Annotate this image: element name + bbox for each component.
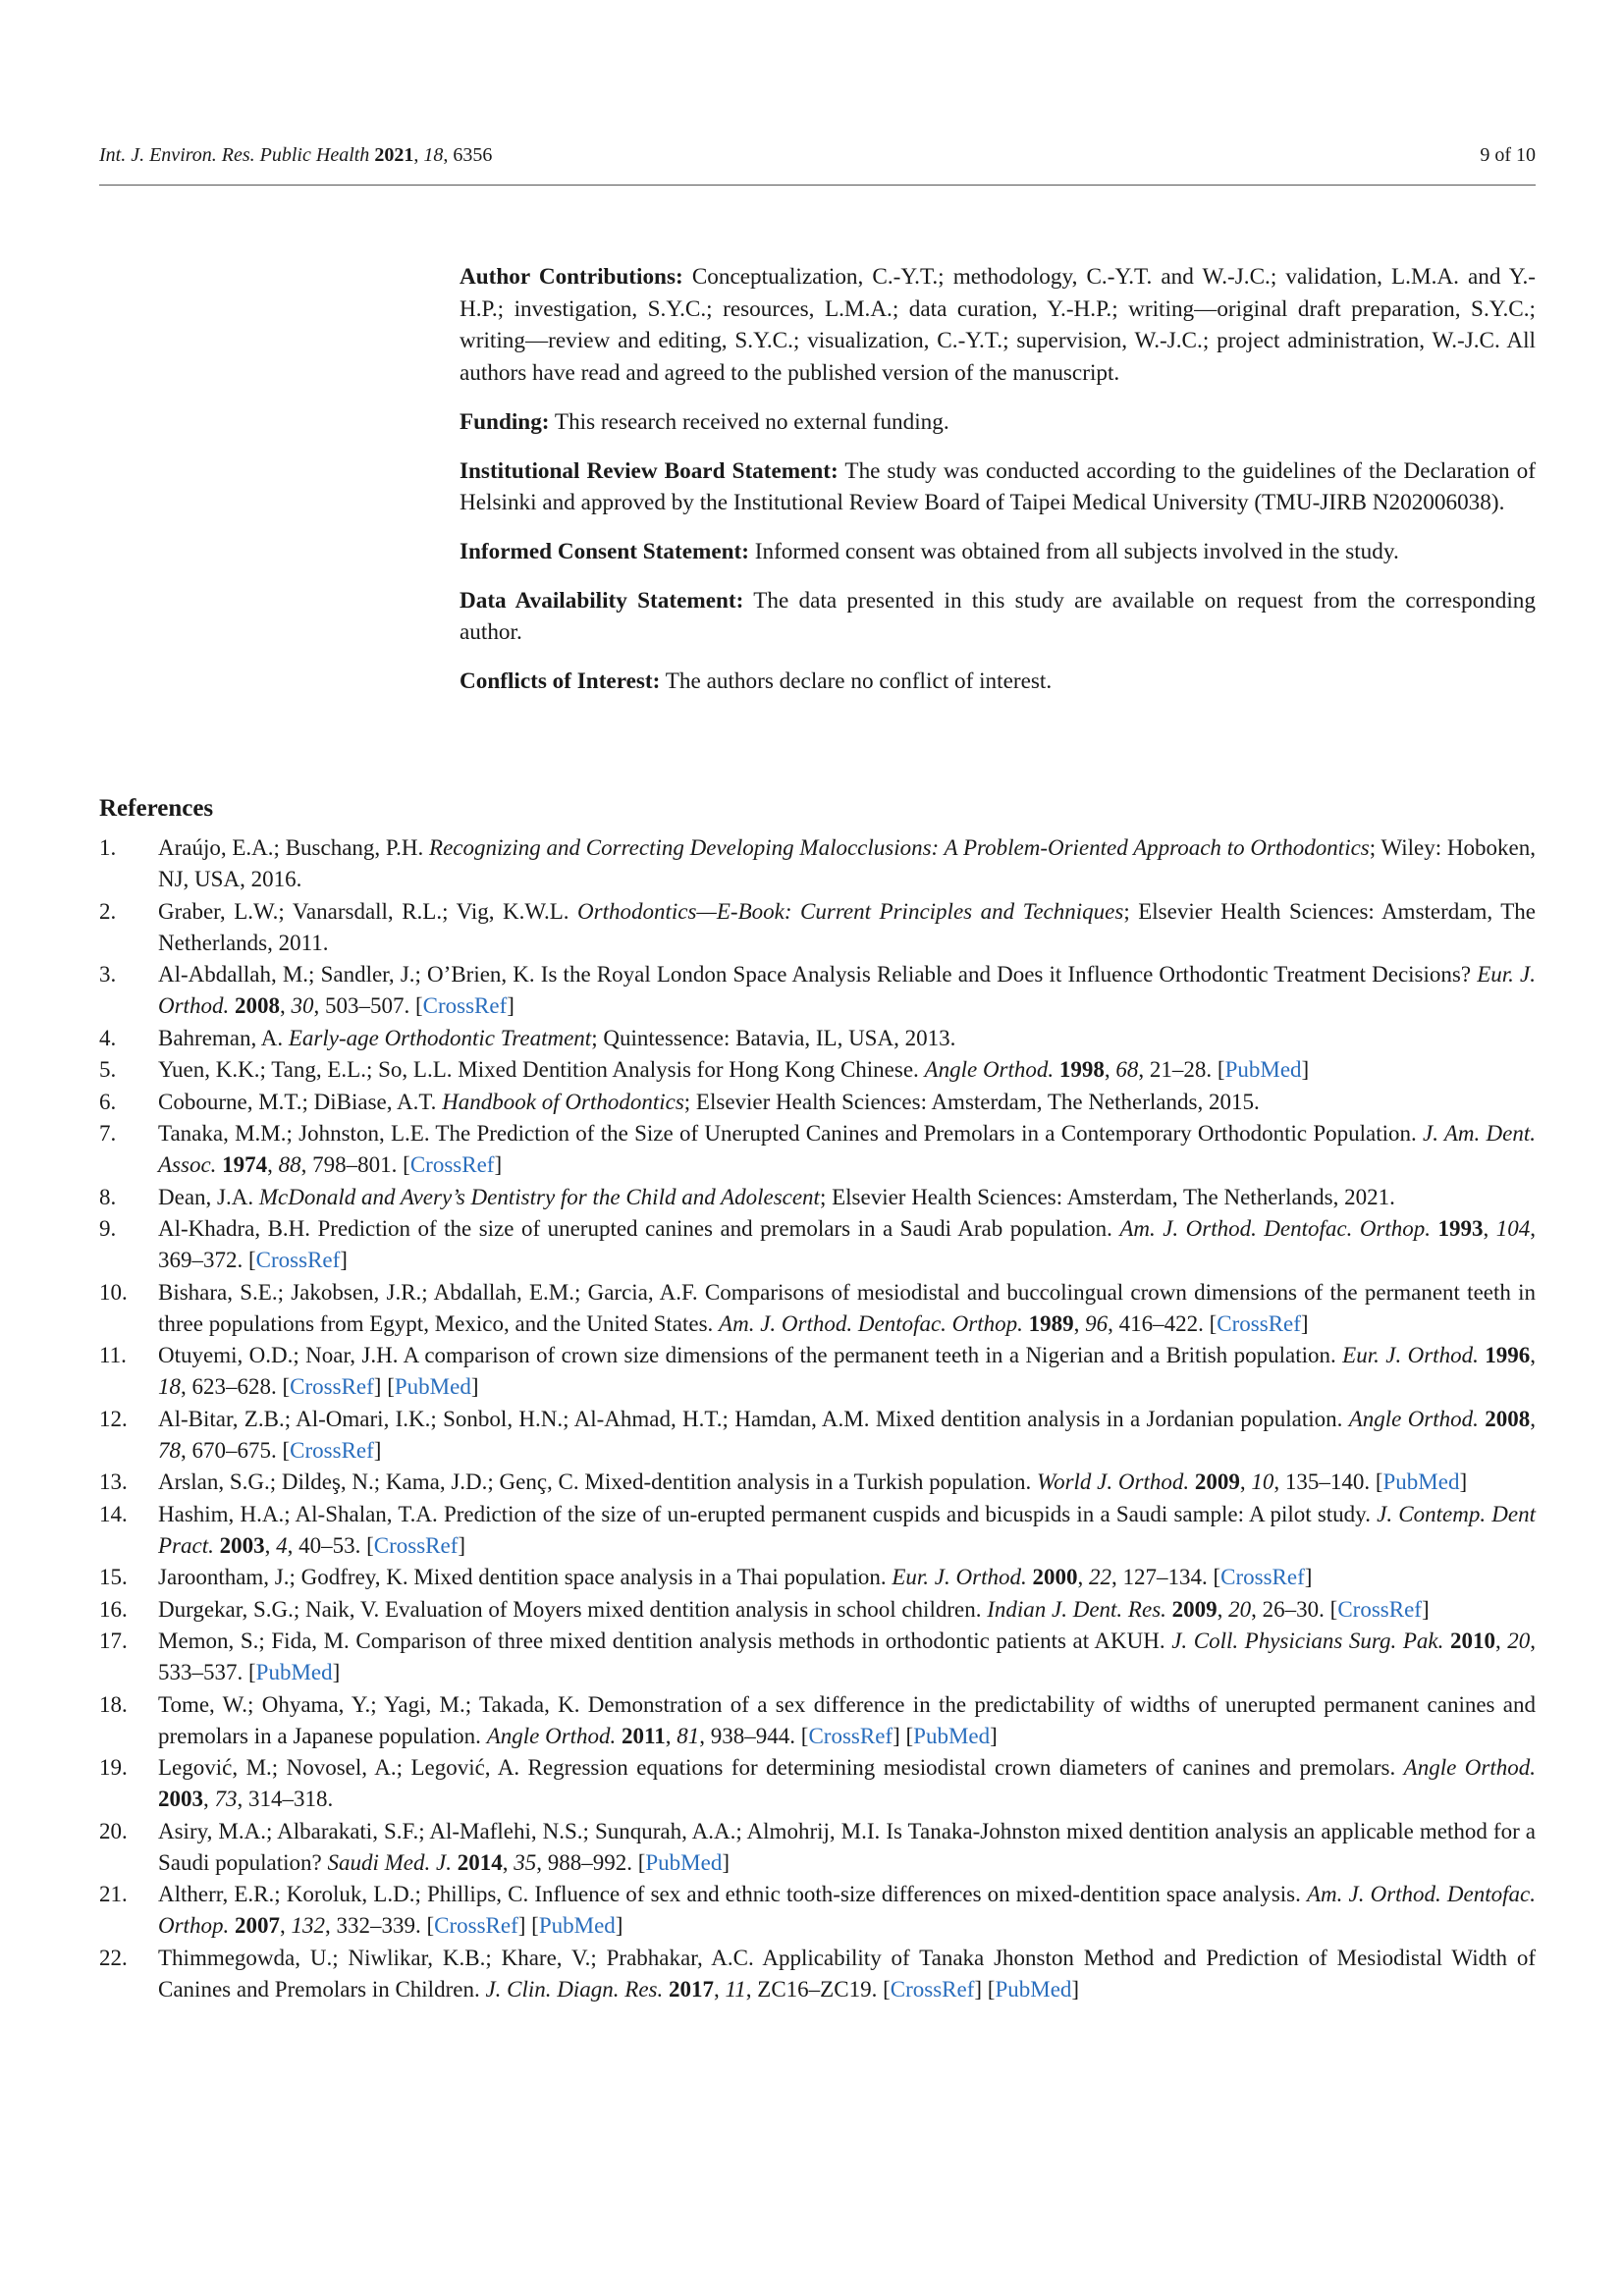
reference-text: , <box>1530 1343 1536 1367</box>
reference-number: 18. <box>99 1691 128 1717</box>
crossref-link[interactable]: CrossRef <box>434 1913 518 1938</box>
reference-italic: Eur. J. Orthod. <box>892 1565 1027 1589</box>
pubmed-link[interactable]: PubMed <box>255 1660 333 1684</box>
reference-year: 2010 <box>1449 1629 1495 1653</box>
reference-item <box>99 1943 1536 2005</box>
pubmed-link[interactable]: PubMed <box>645 1849 723 1875</box>
back-matter-section <box>460 536 1536 568</box>
reference-italic: Handbook of Orthodontics <box>442 1089 684 1114</box>
reference-number: 16. <box>99 1596 128 1622</box>
reference-italic: Angle Orthod. <box>924 1057 1055 1082</box>
reference-list <box>99 832 1536 2005</box>
back-matter-section <box>460 585 1536 649</box>
reference-text: ] [ <box>974 1976 996 2002</box>
reference-text: , 26–30. [ <box>1251 1596 1338 1622</box>
reference-text: Thimmegowda, U.; Niwlikar, K.B.; Khare, V.; Prabhakar, A.C. Applicability of Tanaka Jhonston Method and Prediction of Mesiodistal Width of Canines and Premolars in Children. <box>158 1945 1536 2002</box>
reference-number: 2. <box>99 898 117 924</box>
section-heading: Institutional Review Board Statement: <box>460 457 839 484</box>
reference-italic: 30 <box>291 993 314 1018</box>
reference-italic: J. Coll. Physicians Surg. Pak. <box>1171 1629 1444 1653</box>
reference-item <box>99 1752 1536 1815</box>
reference-item <box>99 1213 1536 1276</box>
reference-text: , 988–992. [ <box>536 1849 646 1875</box>
reference-item <box>99 1562 1536 1593</box>
reference-italic: J. Am. Dent. Assoc. <box>158 1121 1536 1177</box>
section-text: The data presented in this study are available on request from the corresponding author. <box>460 587 1536 646</box>
reference-italic: 78 <box>158 1437 181 1463</box>
crossref-link[interactable]: CrossRef <box>409 1152 495 1177</box>
section-heading: Funding: <box>460 408 550 435</box>
reference-number: 19. <box>99 1755 128 1780</box>
reference-item <box>99 1023 1536 1054</box>
reference-text: Al-Abdallah, M.; Sandler, J.; O’Brien, K. Is the Royal London Space Analysis Reliable and Does it Influence Orthodontic Treatment Decisions? <box>158 962 1478 987</box>
reference-number: 15. <box>99 1565 128 1589</box>
reference-text: , 670–675. [ <box>181 1437 291 1463</box>
reference-year: 2014 <box>457 1849 503 1875</box>
reference-text <box>1443 1629 1450 1653</box>
section-text: The authors declare no conflict of interest. <box>665 668 1053 695</box>
journal-year: 2021 <box>374 144 414 166</box>
reference-text: , 314–318. <box>237 1787 334 1811</box>
reference-text: , 503–507. [ <box>313 993 423 1018</box>
reference-text: Al-Bitar, Z.B.; Al-Omari, I.K.; Sonbol, H.N.; Al-Ahmad, H.T.; Hamdan, A.M. Mixed dentition analysis in a Jordanian population. <box>158 1406 1349 1431</box>
reference-number: 12. <box>99 1406 128 1431</box>
reference-text: ] <box>1304 1565 1313 1589</box>
reference-text: ] <box>470 1374 479 1399</box>
reference-text: Jaroontham, J.; Godfrey, K. Mixed dentition space analysis in a Thai population. <box>158 1565 893 1589</box>
reference-year: 2000 <box>1032 1565 1078 1589</box>
reference-text: , <box>714 1976 726 2002</box>
pubmed-link[interactable]: PubMed <box>913 1723 991 1748</box>
reference-year: 2003 <box>219 1532 265 1558</box>
reference-italic: Angle Orthod. <box>486 1723 617 1748</box>
reference-text: ] <box>332 1660 341 1684</box>
reference-number: 5. <box>99 1057 117 1082</box>
reference-text: Asiry, M.A.; Albarakati, S.F.; Al-Maflehi, N.S.; Sunqurah, A.A.; Almohrij, M.I. Is Tanaka-Johnston mixed dentition analysis an applicable method for a Saudi population? <box>158 1818 1536 1875</box>
reference-text: Al-Khadra, B.H. Prediction of the size of unerupted canines and premolars in a Saudi Arab population. <box>158 1216 1120 1241</box>
reference-text: ; Quintessence: Batavia, IL, USA, 2013. <box>591 1025 956 1050</box>
reference-italic: Am. J. Orthod. Dentofac. Orthop. <box>1119 1216 1432 1241</box>
reference-text: ; Elsevier Health Sciences: Amsterdam, The Netherlands, 2015. <box>683 1089 1260 1114</box>
reference-year: 1989 <box>1028 1310 1074 1336</box>
reference-italic: 35 <box>514 1849 537 1875</box>
reference-italic: 81 <box>677 1723 700 1748</box>
reference-text: ] <box>1459 1469 1468 1494</box>
reference-item <box>99 1626 1536 1688</box>
reference-number: 17. <box>99 1629 128 1653</box>
reference-text: ] [ <box>893 1723 914 1748</box>
reference-text: , <box>1077 1565 1089 1589</box>
reference-text: Altherr, E.R.; Koroluk, L.D.; Phillips, C. Influence of sex and ethnic tooth-size differences on mixed-dentition space analysis. <box>158 1882 1307 1906</box>
reference-text: Dean, J.A. <box>158 1184 259 1209</box>
reference-text: , <box>264 1532 277 1558</box>
reference-item <box>99 1054 1536 1086</box>
reference-text: , <box>1217 1596 1229 1622</box>
reference-item <box>99 1499 1536 1562</box>
back-matter-section <box>460 455 1536 519</box>
reference-text: , 127–134. [ <box>1110 1565 1221 1589</box>
crossref-link[interactable]: CrossRef <box>890 1976 975 2002</box>
reference-text: Cobourne, M.T.; DiBiase, A.T. <box>158 1089 443 1114</box>
reference-italic: 22 <box>1088 1565 1111 1589</box>
crossref-link[interactable]: CrossRef <box>422 993 508 1018</box>
section-heading: Conflicts of Interest: <box>460 668 661 695</box>
reference-year: 2008 <box>234 993 280 1018</box>
reference-text: Araújo, E.A.; Buschang, P.H. <box>158 835 430 860</box>
reference-year: 2009 <box>1194 1469 1240 1494</box>
reference-italic: Early-age Orthodontic Treatment <box>288 1025 592 1050</box>
crossref-link[interactable]: CrossRef <box>373 1532 459 1558</box>
reference-text: Legović, M.; Novosel, A.; Legović, A. Regression equations for determining mesiodistal crown diameters of canines and premolars. <box>158 1755 1404 1780</box>
section-text: This research received no external funding. <box>554 408 949 435</box>
reference-italic: J. Contemp. Dent Pract. <box>158 1501 1536 1558</box>
reference-text: , 21–28. [ <box>1138 1057 1225 1082</box>
journal-volume: 18 <box>423 144 444 166</box>
reference-item <box>99 1182 1536 1213</box>
reference-italic: Indian J. Dent. Res. <box>987 1596 1166 1622</box>
crossref-link[interactable]: CrossRef <box>808 1723 893 1748</box>
reference-number: 4. <box>99 1025 117 1050</box>
reference-text: ] <box>1300 1310 1309 1336</box>
reference-number: 11. <box>99 1343 127 1367</box>
reference-text: ] <box>1421 1596 1430 1622</box>
reference-item <box>99 1689 1536 1752</box>
crossref-link[interactable]: CrossRef <box>1220 1565 1305 1589</box>
pubmed-link[interactable]: PubMed <box>1224 1057 1302 1082</box>
reference-text: , <box>665 1723 677 1748</box>
reference-year: 1998 <box>1058 1057 1105 1082</box>
reference-number: 10. <box>99 1279 128 1305</box>
reference-text: ; Elsevier Health Sciences: Amsterdam, The Netherlands, 2021. <box>819 1184 1395 1209</box>
page-number: 9 of 10 <box>1480 144 1536 166</box>
reference-text: ] <box>1071 1976 1080 2002</box>
pubmed-link[interactable]: PubMed <box>394 1374 471 1399</box>
reference-number: 7. <box>99 1121 117 1146</box>
reference-item <box>99 896 1536 959</box>
reference-text: , 369–372. [ <box>158 1216 1537 1272</box>
reference-text: , <box>502 1849 514 1875</box>
reference-text: , 40–53. [ <box>287 1532 374 1558</box>
back-matter-section <box>460 261 1536 390</box>
reference-text: , <box>1104 1057 1116 1082</box>
crossref-link[interactable]: CrossRef <box>290 1374 374 1399</box>
reference-number: 14. <box>99 1501 128 1526</box>
reference-text: Graber, L.W.; Vanarsdall, R.L.; Vig, K.W.L. <box>158 898 578 924</box>
reference-number: 20. <box>99 1818 128 1843</box>
reference-item <box>99 1087 1536 1118</box>
reference-number: 1. <box>99 835 117 860</box>
reference-item <box>99 1340 1536 1403</box>
reference-text: , <box>267 1152 279 1177</box>
reference-text: ] <box>458 1532 466 1558</box>
reference-text: ; Elsevier Health Sciences: Amsterdam, The Netherlands, 2011. <box>158 898 1536 955</box>
reference-italic: Eur. J. Orthod. <box>158 962 1536 1018</box>
reference-text: Durgekar, S.G.; Naik, V. Evaluation of Moyers mixed dentition analysis in school children. <box>158 1596 988 1622</box>
references-heading: References <box>99 795 214 822</box>
reference-italic: Angle Orthod. <box>1348 1406 1479 1431</box>
reference-text: Bahreman, A. <box>158 1025 289 1050</box>
reference-text: ] <box>722 1849 730 1875</box>
reference-text: Arslan, S.G.; Dildeş, N.; Kama, J.D.; Genç, C. Mixed-dentition analysis in a Turkish population. <box>158 1469 1038 1494</box>
reference-text: ] <box>340 1248 348 1272</box>
reference-year: 2008 <box>1485 1406 1531 1431</box>
reference-text: ; Wiley: Hoboken, NJ, USA, 2016. <box>158 835 1536 891</box>
section-heading: Author Contributions: <box>460 264 683 290</box>
reference-item <box>99 1594 1536 1626</box>
reference-text: ] [ <box>373 1374 395 1399</box>
reference-number: 13. <box>99 1469 128 1494</box>
reference-text: , <box>203 1787 215 1811</box>
reference-italic: Eur. J. Orthod. <box>1342 1343 1479 1367</box>
reference-text: , <box>1483 1216 1496 1241</box>
reference-year: 1996 <box>1485 1343 1531 1367</box>
reference-italic: Am. J. Orthod. Dentofac. Orthop. <box>158 1882 1536 1938</box>
reference-text: ] <box>1301 1057 1310 1082</box>
reference-item <box>99 959 1536 1022</box>
reference-text: , <box>1494 1629 1508 1653</box>
reference-text <box>1431 1216 1437 1241</box>
reference-text: Tome, W.; Ohyama, Y.; Yagi, M.; Takada, K. Demonstration of a sex difference in the predictability of widths of unerupted permanent canines and premolars in a Japanese population. <box>158 1691 1536 1748</box>
reference-italic: Orthodontics—E-Book: Current Principles and Techniques <box>577 898 1124 924</box>
reference-number: 6. <box>99 1089 117 1114</box>
reference-year: 2007 <box>234 1913 280 1938</box>
pubmed-link[interactable]: PubMed <box>1382 1469 1460 1494</box>
section-text: Conceptualization, C.-Y.T.; methodology, C.-Y.T. and W.-J.C.; validation, L.M.A. and Y.-H.P.; investigation, S.Y.C.; resources, L.M.A.; data curation, Y.-H.P.; writing—original draft preparation, S.Y.C.; writing—review and editing, S.Y.C.; visualization, C.-Y.T.; supervision, W.-J.C.; project administration, W.-J.C. All authors have read and agreed to the published version of the manuscript. <box>460 264 1537 387</box>
reference-text: ] <box>494 1152 503 1177</box>
reference-text: , 533–537. [ <box>158 1629 1537 1684</box>
reference-text: , 623–628. [ <box>181 1374 291 1399</box>
reference-number: 21. <box>99 1882 128 1906</box>
section-heading: Data Availability Statement: <box>460 587 744 614</box>
reference-italic: 96 <box>1085 1310 1109 1336</box>
reference-number: 9. <box>99 1216 117 1241</box>
reference-text: ] <box>990 1723 998 1748</box>
reference-italic: Saudi Med. J. <box>327 1849 452 1875</box>
reference-italic: World J. Orthod. <box>1037 1469 1190 1494</box>
reference-text: , <box>279 993 292 1018</box>
reference-italic: 4 <box>276 1532 288 1558</box>
crossref-link[interactable]: CrossRef <box>290 1437 374 1463</box>
reference-number: 3. <box>99 962 117 987</box>
reference-italic: 73 <box>214 1787 238 1811</box>
reference-text: , ZC16–ZC19. [ <box>745 1976 891 2002</box>
back-matter-section <box>460 666 1536 698</box>
reference-text: Tanaka, M.M.; Johnston, L.E. The Prediction of the Size of Unerupted Canines and Premolars in a Contemporary Orthodontic Population. <box>158 1121 1424 1146</box>
back-matter <box>460 261 1536 715</box>
reference-italic: 20 <box>1507 1629 1531 1653</box>
reference-item <box>99 1404 1536 1467</box>
reference-text: Bishara, S.E.; Jakobsen, J.R.; Abdallah, E.M.; Garcia, A.F. Comparisons of mesiodistal and buccolingual crown dimensions of the permanent teeth in three populations from Egypt, Mexico, and the United States. <box>158 1279 1536 1336</box>
reference-text: , <box>279 1913 292 1938</box>
reference-text: Memon, S.; Fida, M. Comparison of three mixed dentition analysis methods in orthodontic patients at AKUH. <box>158 1629 1172 1653</box>
reference-year: 2003 <box>158 1787 203 1811</box>
reference-text: , 332–339. [ <box>324 1913 435 1938</box>
reference-italic: 20 <box>1228 1596 1252 1622</box>
reference-text: ] <box>373 1437 382 1463</box>
pubmed-link[interactable]: PubMed <box>995 1976 1072 2002</box>
reference-text: , <box>1239 1469 1252 1494</box>
reference-italic: 11 <box>725 1976 746 2002</box>
article-number: 6356 <box>453 144 493 166</box>
reference-year: 2017 <box>669 1976 714 2002</box>
running-header <box>99 137 1536 173</box>
reference-italic: 132 <box>291 1913 325 1938</box>
reference-italic: Am. J. Orthod. Dentofac. Orthop. <box>719 1310 1023 1336</box>
reference-italic: 104 <box>1495 1216 1531 1241</box>
reference-text: , 798–801. [ <box>300 1152 410 1177</box>
reference-year: 2011 <box>622 1723 666 1748</box>
reference-text: Hashim, H.A.; Al-Shalan, T.A. Prediction of the size of un-erupted permanent cuspids and bicuspids in a Saudi sample: A pilot study. <box>158 1501 1378 1526</box>
reference-text: , <box>1073 1310 1086 1336</box>
reference-item <box>99 1816 1536 1879</box>
reference-year: 1974 <box>222 1152 268 1177</box>
reference-italic: J. Clin. Diagn. Res. <box>485 1976 664 2002</box>
reference-item <box>99 1277 1536 1340</box>
reference-text: ] <box>615 1913 623 1938</box>
reference-item <box>99 1467 1536 1498</box>
journal-name: Int. J. Environ. Res. Public Health <box>99 144 370 166</box>
reference-text: ] <box>507 993 514 1018</box>
section-text: The study was conducted according to the guidelines of the Declaration of Helsinki and approved by the Institutional Review Board of Taipei Medical University (TMU-JIRB N202006038). <box>460 457 1536 516</box>
crossref-link[interactable]: CrossRef <box>255 1248 341 1272</box>
reference-text: , 135–140. [ <box>1273 1469 1383 1494</box>
journal-citation: Int. J. Environ. Res. Public Health 2021, 18, 6356 <box>99 144 493 166</box>
reference-number: 22. <box>99 1945 128 1970</box>
section-heading: Informed Consent Statement: <box>460 538 749 564</box>
reference-text: , <box>1530 1406 1536 1431</box>
reference-year: 1993 <box>1437 1216 1484 1241</box>
pubmed-link[interactable]: PubMed <box>538 1913 616 1938</box>
reference-text: Yuen, K.K.; Tang, E.L.; So, L.L. Mixed Dentition Analysis for Hong Kong Chinese. <box>158 1057 925 1082</box>
reference-number: 8. <box>99 1184 117 1209</box>
reference-italic: 10 <box>1251 1469 1274 1494</box>
reference-text: Otuyemi, O.D.; Noar, J.H. A comparison of crown size dimensions of the permanent teeth in a Nigerian and a British population. <box>158 1343 1343 1367</box>
reference-text: , 416–422. [ <box>1108 1310 1218 1336</box>
crossref-link[interactable]: CrossRef <box>1217 1310 1301 1336</box>
reference-italic: 68 <box>1115 1057 1139 1082</box>
section-text: Informed consent was obtained from all subjects involved in the study. <box>754 538 1399 564</box>
reference-item <box>99 1118 1536 1181</box>
reference-item <box>99 832 1536 895</box>
crossref-link[interactable]: CrossRef <box>1337 1596 1422 1622</box>
reference-italic: McDonald and Avery’s Dentistry for the Child and Adolescent <box>258 1184 820 1209</box>
header-rule <box>99 185 1536 186</box>
reference-year: 2009 <box>1171 1596 1218 1622</box>
reference-italic: 88 <box>278 1152 301 1177</box>
back-matter-section <box>460 406 1536 439</box>
reference-text: , 938–944. [ <box>699 1723 809 1748</box>
reference-italic: Angle Orthod. <box>1403 1755 1536 1780</box>
reference-italic: 18 <box>158 1374 181 1399</box>
reference-italic: Recognizing and Correcting Developing Malocclusions: A Problem-Oriented Approach to Orthodontics <box>429 835 1370 860</box>
reference-text: ] [ <box>517 1913 539 1938</box>
reference-item <box>99 1879 1536 1942</box>
